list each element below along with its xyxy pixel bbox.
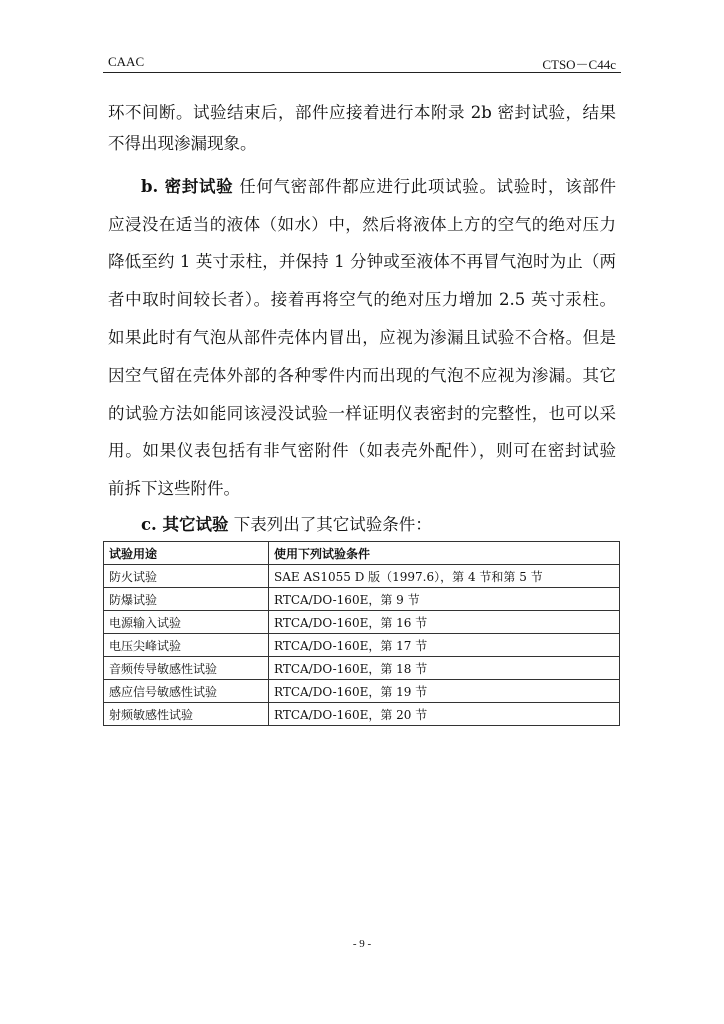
table-row xyxy=(104,703,620,726)
table-row xyxy=(104,657,620,680)
test-purpose-cell: 防爆试验 xyxy=(104,588,269,611)
body-line: 者中取时间较长者）。接着再将空气的绝对压力增加 2.5 英寸汞柱。 xyxy=(108,290,616,309)
test-condition-cell: RTCA/DO-160E，第 17 节 xyxy=(269,634,620,657)
test-condition-cell: SAE AS1055 D 版（1997.6），第 4 节和第 5 节 xyxy=(269,565,620,588)
table-row xyxy=(104,588,620,611)
test-purpose-cell: 射频敏感性试验 xyxy=(104,703,269,726)
body-line: 前拆下这些附件。 xyxy=(108,479,240,498)
section-c-heading: c. 其它试验 xyxy=(141,515,229,534)
header-left: CAAC xyxy=(108,54,145,69)
table-row xyxy=(104,565,620,588)
test-condition-cell: RTCA/DO-160E，第 19 节 xyxy=(269,680,620,703)
body-text: 下表列出了其它试验条件： xyxy=(228,515,432,534)
test-condition-cell: RTCA/DO-160E，第 20 节 xyxy=(269,703,620,726)
body-text: 任何气密部件都应进行此项试验。试验时，该部件 xyxy=(233,177,616,196)
page-number: - 9 - xyxy=(352,938,372,950)
column-header: 使用下列试验条件 xyxy=(269,542,620,565)
test-condition-cell: RTCA/DO-160E，第 18 节 xyxy=(269,657,620,680)
section-c-line xyxy=(141,515,616,535)
body-line: 不得出现渗漏现象。 xyxy=(108,134,257,153)
column-header: 试验用途 xyxy=(104,542,269,565)
header-rule xyxy=(103,72,621,73)
test-purpose-cell: 电压尖峰试验 xyxy=(104,634,269,657)
test-purpose-cell: 音频传导敏感性试验 xyxy=(104,657,269,680)
test-condition-cell: RTCA/DO-160E，第 9 节 xyxy=(269,588,620,611)
table-row xyxy=(104,680,620,703)
body-line: 因空气留在壳体外部的各种零件内而出现的气泡不应视为渗漏。其它 xyxy=(108,366,616,385)
body-line: 环不间断。试验结束后，部件应接着进行本附录 2b 密封试验，结果 xyxy=(108,103,616,122)
body-line: 用。如果仪表包括有非气密附件（如表壳外配件），则可在密封试验 xyxy=(108,441,616,460)
body-line: 的试验方法如能同该浸没试验一样证明仪表密封的完整性，也可以采 xyxy=(108,404,616,423)
body-line: 应浸没在适当的液体（如水）中，然后将液体上方的空气的绝对压力 xyxy=(108,215,616,234)
table-row xyxy=(104,611,620,634)
section-b-heading: b. 密封试验 xyxy=(141,177,234,196)
test-conditions-table xyxy=(103,541,620,726)
body-line: 如果此时有气泡从部件壳体内冒出，应视为渗漏且试验不合格。但是 xyxy=(108,328,616,347)
test-purpose-cell: 防火试验 xyxy=(104,565,269,588)
test-purpose-cell: 感应信号敏感性试验 xyxy=(104,680,269,703)
header-right: CTSO－C44c xyxy=(542,57,616,72)
test-purpose-cell: 电源输入试验 xyxy=(104,611,269,634)
table-header-row xyxy=(104,542,620,565)
test-condition-cell: RTCA/DO-160E，第 16 节 xyxy=(269,611,620,634)
body-line: 降低至约 1 英寸汞柱，并保持 1 分钟或至液体不再冒气泡时为止（两 xyxy=(108,252,616,271)
table-row xyxy=(104,634,620,657)
section-b-first-line xyxy=(141,177,616,197)
